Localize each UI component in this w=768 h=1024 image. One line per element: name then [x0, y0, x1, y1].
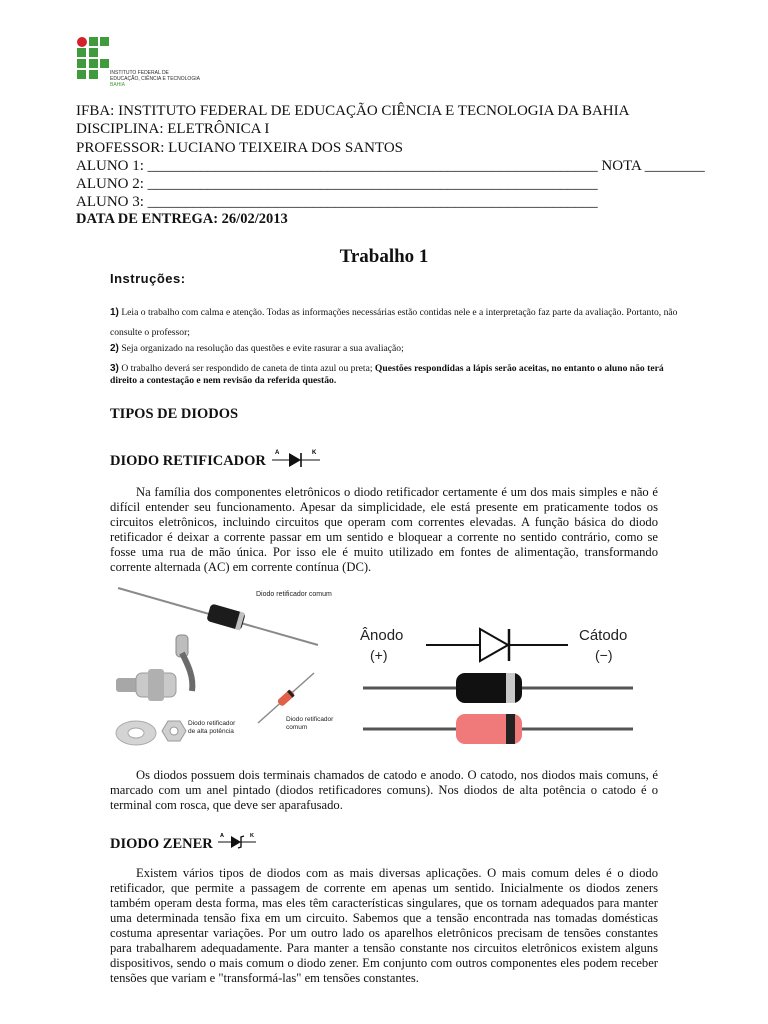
rectifier-paragraph: [110, 485, 658, 575]
due-date: DATA DE ENTREGA: 26/02/2013: [76, 211, 288, 227]
diode-symbol-icon: [270, 448, 322, 468]
instructions-heading: Instruções:: [110, 271, 186, 286]
instruction-number: 1): [110, 307, 119, 318]
instruction-number: 2): [110, 343, 119, 354]
cathode-sign: (−): [595, 647, 613, 663]
instruction-text: O trabalho deverá ser respondido de caneta de tinta azul ou preta;: [121, 363, 373, 374]
instruction-item-1: [110, 303, 690, 343]
rectifier-paragraph-2-text: Os diodos possuem dois terminais chamados de catodo e anodo. O catodo, nos diodos mais comuns, é marcado com um anel pintado (diodos retificadores comuns). Nos diodos de alta potência o catodo é o terminal com rosca, que deve ser aparafusado.: [110, 768, 658, 812]
logo-line-3: BAHIA: [110, 82, 126, 88]
rectifier-paragraph-text: Na família dos componentes eletrônicos o diodo retificador certamente é um dos mais simples e não é difícil entender seu funcionamento. Apesar da simplicidade, ele está presente em praticamente todos os circuitos eletrônicos, incluindo circuitos que operam com correntes elevadas. A função básica do diodo retificador é deixar a corrente passar em um sentido e bloquear a corrente no sentido contrário, como se fosse uma rua de mão única. Por isso ele é muito utilizado em fontes de alimentação, transformando corrente alternada (AC) em corrente contínua (DC).: [110, 485, 658, 574]
professor-line: PROFESSOR: LUCIANO TEIXEIRA DOS SANTOS: [76, 140, 403, 156]
instruction-item-2: [110, 342, 690, 356]
diode-figure: [108, 585, 668, 755]
anode-label: Ânodo: [360, 627, 404, 644]
section-types-heading: TIPOS DE DIODOS: [110, 406, 239, 422]
label-power-diode-2: de alta potência: [188, 728, 234, 735]
zener-paragraph-text: Existem vários tipos de diodos com as mais diversas aplicações. O mais comum deles é o diodo retificador, que permite a passagem de corrente em apenas um sentido. Inicialmente os diodos zeners também operam desta forma, mas eles têm características singulares, que os tornam adequados para manter uma determinada tensão fixa em um circuito. Sabemos que a tensão encontrada nas tomadas domésticas costuma apresentar variações. Por um outro lado os aparelhos eletrônicos precisam de tensões constantes para trabalharem adequadamente. Para manter a tensão constante nos circuitos eletrônicos existem alguns dispositivos, sendo o mais comum o diodo zener. Em conjunto com outros componentes eles podem receber tensões que variam e "transformá-las" em tensões constantes.: [110, 866, 658, 985]
student-3-line: ALUNO 3: ____________________________________________________________: [76, 194, 598, 210]
logo-line-1: INSTITUTO FEDERAL DE: [110, 70, 169, 76]
cathode-label: Cátodo: [579, 627, 628, 644]
label-common-diode: Diodo retificador comum: [256, 591, 332, 598]
rectifier-heading-text: DIODO RETIFICADOR: [110, 453, 266, 469]
instruction-number: 3): [110, 363, 119, 374]
zener-anode-letter: A: [220, 833, 225, 839]
zener-symbol-icon: [216, 832, 258, 850]
student-1-line: ALUNO 1: ____________________________________________________________ NOTA ________: [76, 158, 705, 174]
label-power-diode-1: Diodo retificador: [188, 720, 236, 727]
small-diode-image: [258, 673, 334, 731]
anode-sign: (+): [370, 647, 388, 663]
rectifier-paragraph-2: [110, 768, 658, 813]
student-2-line: ALUNO 2: ____________________________________________________________: [76, 176, 598, 192]
discipline-line: DISCIPLINA: ELETRÔNICA I: [76, 121, 270, 137]
page-title: Trabalho 1: [339, 246, 429, 267]
zener-heading-text: DIODO ZENER: [110, 836, 213, 852]
logo-caption: [110, 70, 200, 88]
black-diode-drawing: [363, 673, 633, 703]
section-zener-heading: [110, 832, 258, 853]
label-small-diode-1: Diodo retificador: [286, 716, 334, 723]
diode-cathode-letter: K: [311, 450, 316, 456]
power-diode-image: [116, 635, 236, 745]
logo-grid: [77, 37, 109, 79]
zener-cathode-letter: K: [250, 833, 255, 839]
label-small-diode-2: comum: [286, 724, 308, 731]
diode-anode-letter: A: [274, 450, 279, 456]
instruction-bold-text: Questões respondidas a lápis serão aceitas, no entanto o aluno não terá direito a contestação e nem revisão da referida questão.: [110, 363, 664, 386]
diode-schematic: [360, 627, 627, 663]
zener-paragraph: [110, 866, 658, 986]
section-rectifier-heading: [110, 448, 322, 470]
logo-line-2: EDUCAÇÃO, CIÊNCIA E TECNOLOGIA: [110, 76, 200, 82]
instruction-text: Seja organizado na resolução das questões e evite rasurar a sua avaliação;: [121, 343, 404, 354]
red-diode-drawing: [363, 714, 633, 744]
instruction-text: Leia o trabalho com calma e atenção. Todas as informações necessárias estão contidas nele e a interpretação faz parte da avaliação. Portanto, não consulte o professor;: [110, 307, 678, 338]
axial-diode-image: [118, 588, 332, 645]
instruction-item-3: [110, 363, 690, 387]
institution-line: IFBA: INSTITUTO FEDERAL DE EDUCAÇÃO CIÊNCIA E TECNOLOGIA DA BAHIA: [76, 103, 630, 119]
